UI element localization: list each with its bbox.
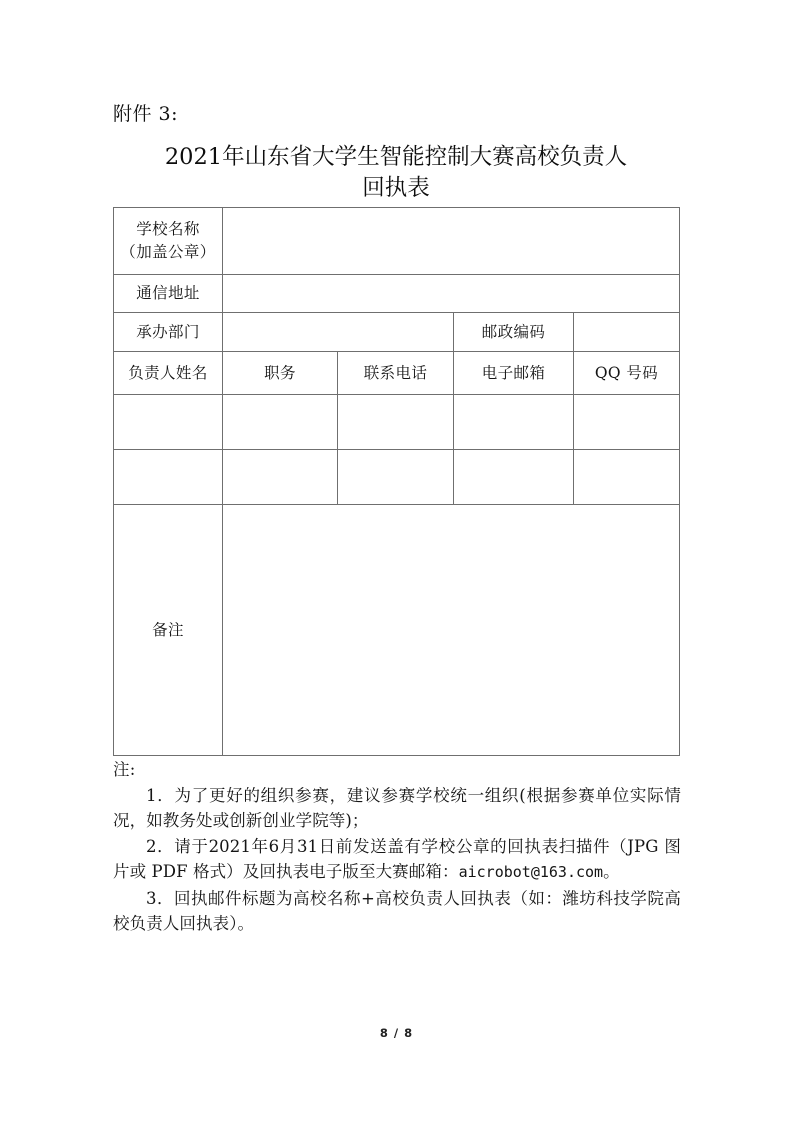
table-row-organizing-department — [114, 313, 680, 352]
header-phone: 联系电话 — [338, 352, 454, 395]
label-postal-code: 邮政编码 — [454, 313, 574, 352]
attachment-label: 附件 3: — [113, 103, 179, 125]
label-mailing-address: 通信地址 — [114, 275, 223, 313]
field-qq-2[interactable] — [574, 450, 680, 505]
field-remark[interactable] — [223, 505, 680, 756]
field-email-2[interactable] — [454, 450, 574, 505]
field-mailing-address[interactable] — [223, 275, 680, 313]
note-item-2 — [113, 834, 681, 886]
header-position: 职务 — [223, 352, 338, 395]
receipt-form-table — [113, 207, 680, 756]
field-phone-2[interactable] — [338, 450, 454, 505]
field-position-2[interactable] — [223, 450, 338, 505]
header-person-name: 负责人姓名 — [114, 352, 223, 395]
note-item-1: 1．为了更好的组织参赛，建议参赛学校统一组织(根据参赛单位实际情况，如教务处或创新创业学院等)； — [113, 785, 681, 830]
note-item-2-suffix: 。 — [603, 862, 620, 881]
table-row-contact-headers — [114, 352, 680, 395]
notes-heading: 注: — [113, 760, 136, 779]
field-qq-1[interactable] — [574, 395, 680, 450]
note-item-3: 3．回执邮件标题为高校名称+高校负责人回执表（如：潍坊科技学院高校负责人回执表）。 — [113, 888, 681, 933]
note-item-2-text: 2．请于2021年6月31日前发送盖有学校公章的回执表扫描件（JPG 图片或 PDF 格式）及回执表电子版至大赛邮箱： — [113, 836, 681, 881]
page-title-line-1: 2021年山东省大学生智能控制大赛高校负责人 — [164, 144, 628, 170]
label-organizing-department: 承办部门 — [114, 313, 223, 352]
field-organizing-department[interactable] — [223, 313, 454, 352]
contest-email: aicrobot@163.com — [458, 863, 604, 881]
page-title — [113, 142, 679, 204]
field-postal-code[interactable] — [574, 313, 680, 352]
notes-section — [113, 757, 681, 937]
label-school-name-line-2: （加盖公章） — [120, 243, 216, 261]
field-school-name[interactable] — [223, 208, 680, 275]
field-person-name-1[interactable] — [114, 395, 223, 450]
label-remark: 备注 — [114, 505, 223, 756]
field-person-name-2[interactable] — [114, 450, 223, 505]
table-row — [114, 395, 680, 450]
page-number-footer: 8 / 8 — [379, 1026, 414, 1040]
table-row-remark — [114, 505, 680, 756]
label-school-name — [114, 208, 223, 275]
table-row-school-name — [114, 208, 680, 275]
header-qq: QQ 号码 — [574, 352, 680, 395]
field-phone-1[interactable] — [338, 395, 454, 450]
label-school-name-line-1: 学校名称 — [136, 220, 200, 238]
table-row-mailing-address — [114, 275, 680, 313]
field-email-1[interactable] — [454, 395, 574, 450]
header-email: 电子邮箱 — [454, 352, 574, 395]
table-row — [114, 450, 680, 505]
field-position-1[interactable] — [223, 395, 338, 450]
page-title-line-2: 回执表 — [362, 175, 430, 201]
